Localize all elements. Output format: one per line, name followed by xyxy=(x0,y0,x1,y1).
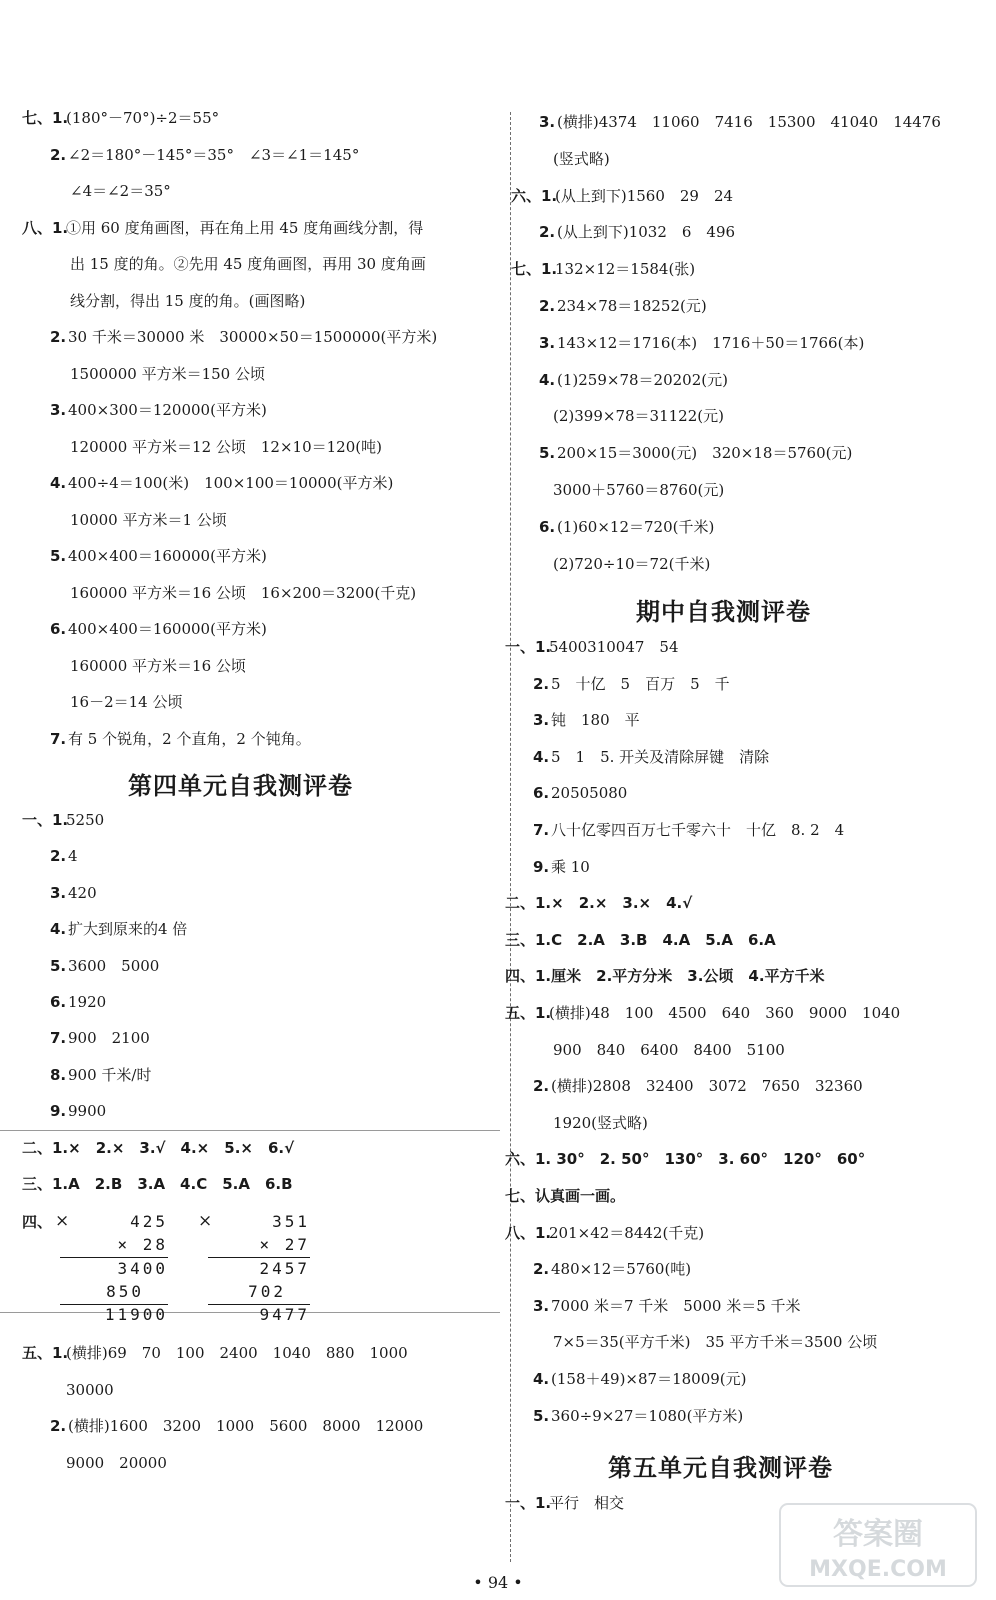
question-number: 五、1. xyxy=(22,1344,69,1362)
question-number: 5. xyxy=(539,444,556,463)
answer-text: 480×12＝5760(吨) xyxy=(551,1260,692,1279)
answer-text: 5 1 5. 开关及清除屏键 清除 xyxy=(551,747,770,766)
answer-text: 乘 10 xyxy=(551,857,590,876)
question-number: 2. xyxy=(539,223,556,242)
answer-text: 二、1.× 2.× 3.× 4.√ xyxy=(505,894,693,913)
question-number: 3. xyxy=(533,1296,550,1315)
answer-text: (2)720÷10＝72(千米) xyxy=(553,554,711,573)
answer-text: 16－2＝14 公顷 xyxy=(70,693,183,711)
answer-text: 160000 平方米＝16 公顷 xyxy=(70,656,246,675)
question-number: 6. xyxy=(539,517,556,536)
answer-text: 4 xyxy=(68,847,78,866)
question-number: 五、1. xyxy=(505,1004,552,1022)
question-number: 一、1. xyxy=(505,1494,552,1512)
answer-text: 234×78＝18252(元) xyxy=(557,297,707,315)
calc-row: 351 xyxy=(272,1212,310,1231)
calc-row: 425 xyxy=(130,1212,168,1231)
question-number: 七、1. xyxy=(22,109,69,127)
answer-text: 9000 20000 xyxy=(66,1453,167,1472)
question-number: 2. xyxy=(50,1417,67,1435)
answer-text: (从上到下)1032 6 496 xyxy=(557,223,736,242)
question-number: 七、1. xyxy=(511,260,558,279)
calc-sign: × xyxy=(55,1211,70,1231)
vertical-calculation xyxy=(208,1212,312,1324)
answer-text: 5250 xyxy=(66,811,105,829)
question-number: 2. xyxy=(539,297,556,315)
answer-text: 有 5 个锐角，2 个直角，2 个钝角。 xyxy=(68,729,311,748)
svg-text:MXQE.COM: MXQE.COM xyxy=(809,1557,947,1582)
question-number: 3. xyxy=(50,401,67,419)
answer-text: 三、1.C 2.A 3.B 4.A 5.A 6.A xyxy=(505,930,776,949)
answer-text: 160000 平方米＝16 公顷 16×200＝3200(千克) xyxy=(70,583,417,602)
answer-text: 420 xyxy=(68,883,97,902)
answer-text: 900 2100 xyxy=(68,1029,150,1048)
question-number: 9. xyxy=(50,1102,67,1121)
calc-row: 3400 xyxy=(117,1259,168,1278)
answer-text: (竖式略) xyxy=(553,149,610,168)
answer-text: 钝 180 平 xyxy=(551,711,640,730)
calc-result: 11900 xyxy=(104,1305,168,1324)
question-number: 八、1. xyxy=(22,218,69,237)
answer-text: 八十亿零四百万七千零六十 十亿 8. 2 4 xyxy=(551,821,845,839)
answer-text: ∠4＝∠2＝35° xyxy=(70,182,171,200)
answer-text: 20505080 xyxy=(551,784,628,803)
question-number: 3. xyxy=(539,113,556,131)
answer-text: 201×42＝8442(千克) xyxy=(549,1223,705,1242)
answer-text: 7000 米＝7 千米 5000 米＝5 千米 xyxy=(551,1296,801,1315)
answer-text: 30000 xyxy=(66,1380,114,1399)
question-number: 5. xyxy=(533,1406,550,1425)
answer-text: 200×15＝3000(元) 320×18＝5760(元) xyxy=(557,444,853,463)
answer-text: (158＋49)×87＝18009(元) xyxy=(551,1370,747,1388)
question-number: 2. xyxy=(50,328,67,346)
calc-row: × 28 xyxy=(117,1235,168,1254)
calc-result: 9477 xyxy=(259,1305,310,1324)
question-number: 5. xyxy=(50,547,67,565)
answer-text: (横排)48 100 4500 640 360 9000 1040 xyxy=(549,1004,901,1022)
question-number: 9. xyxy=(533,857,550,876)
section-title-unit5: 第五单元自我测评卷 xyxy=(608,1454,833,1482)
question-number: 六、1. xyxy=(511,186,558,205)
answer-text: 5 十亿 5 百万 5 千 xyxy=(551,674,730,693)
answer-text: 三、1.A 2.B 3.A 4.C 5.A 6.B xyxy=(22,1175,293,1193)
answer-text: 出 15 度的角。②先用 45 度角画图，再用 30 度角画 xyxy=(70,255,426,273)
answer-text: 四、1.厘米 2.平方分米 3.公顷 4.平方千米 xyxy=(505,967,825,986)
page-number: • 94 • xyxy=(473,1573,523,1592)
calc-row: × 27 xyxy=(259,1235,310,1254)
question-number: 4. xyxy=(539,370,556,389)
question-number: 八、1. xyxy=(505,1223,552,1242)
question-number: 6. xyxy=(533,784,550,803)
question-number: 6. xyxy=(50,993,67,1011)
answer-text: 10000 平方米＝1 公顷 xyxy=(70,510,227,529)
question-number: 一、1. xyxy=(505,638,552,656)
question-number: 2. xyxy=(50,145,67,164)
answer-text: 3600 5000 xyxy=(68,956,160,975)
question-number: 7. xyxy=(50,1029,67,1048)
answer-text: 120000 平方米＝12 公顷 12×10＝120(吨) xyxy=(70,437,382,456)
question-number: 6. xyxy=(50,620,67,638)
answer-text: (横排)2808 32400 3072 7650 32360 xyxy=(551,1077,863,1096)
question-number: 3. xyxy=(539,333,556,352)
answer-text: 3000＋5760＝8760(元) xyxy=(553,481,725,499)
calc-row: 2457 xyxy=(259,1259,310,1278)
question-number: 3. xyxy=(533,711,550,730)
calc-rule xyxy=(208,1257,310,1258)
answer-text: ①用 60 度角画图，再在角上用 45 度角画线分割，得 xyxy=(66,218,424,237)
question-number: 4. xyxy=(50,474,67,492)
answer-text: (从上到下)1560 29 24 xyxy=(555,186,734,205)
answer-text: (180°－70°)÷2＝55° xyxy=(66,109,220,127)
separator-line xyxy=(0,1130,500,1131)
question-number: 4. xyxy=(533,1370,550,1388)
answer-text: (2)399×78＝31122(元) xyxy=(553,407,724,426)
section-title-unit4: 第四单元自我测评卷 xyxy=(128,772,353,800)
answer-text: 平行 相交 xyxy=(549,1494,625,1512)
answer-text: 线分割，得出 15 度的角。(画图略) xyxy=(70,291,306,310)
calc-rule xyxy=(60,1257,168,1258)
calc-sign: × xyxy=(198,1211,213,1231)
answer-text: 400÷4＝100(米) 100×100＝10000(平方米) xyxy=(68,474,394,492)
answer-text: 30 千米＝30000 米 30000×50＝1500000(平方米) xyxy=(68,328,438,346)
calc-row: 702 xyxy=(248,1282,286,1301)
answer-text: 七、认真画一画。 xyxy=(505,1187,626,1205)
answer-text: 400×400＝160000(平方米) xyxy=(68,620,267,638)
answer-text: (1)60×12＝720(千米) xyxy=(557,517,715,536)
question-number: 4. xyxy=(50,920,67,939)
question-number: 7. xyxy=(533,821,550,839)
answer-text: 900 840 6400 8400 5100 xyxy=(553,1040,785,1059)
question-number: 一、1. xyxy=(22,811,69,829)
column-divider xyxy=(510,112,511,1562)
question-number: 7. xyxy=(50,729,67,748)
vertical-calculation xyxy=(60,1212,170,1324)
question-number: 2. xyxy=(533,674,550,693)
answer-text: 7×5＝35(平方千米) 35 平方千米＝3500 公顷 xyxy=(553,1333,878,1352)
question-number: 2. xyxy=(533,1077,550,1096)
answer-text: ∠2＝180°－145°＝35° ∠3＝∠1＝145° xyxy=(68,145,360,164)
answer-text: 132×12＝1584(张) xyxy=(555,260,696,279)
answer-text: 400×300＝120000(平方米) xyxy=(68,401,267,419)
answer-text: 1920 xyxy=(68,993,107,1011)
answer-text: 900 千米/时 xyxy=(68,1065,152,1084)
calc-row: 850 xyxy=(106,1282,144,1301)
answer-text: 1500000 平方米＝150 公顷 xyxy=(70,364,265,383)
answer-text: 400×400＝160000(平方米) xyxy=(68,547,267,565)
answer-text: 143×12＝1716(本) 1716＋50＝1766(本) xyxy=(557,333,865,352)
answer-text: 六、1. 30° 2. 50° 130° 3. 60° 120° 60° xyxy=(505,1150,866,1169)
svg-text:答案圈: 答案圈 xyxy=(833,1517,923,1552)
question-number: 3. xyxy=(50,883,67,902)
answer-text: (横排)69 70 100 2400 1040 880 1000 xyxy=(66,1344,408,1362)
answer-text: (1)259×78＝20202(元) xyxy=(557,370,728,389)
answer-text: 5400310047 54 xyxy=(549,638,679,656)
answer-text: 1920(竖式略) xyxy=(553,1113,648,1132)
question-number: 8. xyxy=(50,1065,67,1084)
watermark-logo xyxy=(778,1500,978,1590)
section-title-midterm: 期中自我测评卷 xyxy=(636,598,811,626)
answer-text: 9900 xyxy=(68,1102,107,1121)
question-number: 5. xyxy=(50,956,67,975)
answer-text: 二、1.× 2.× 3.√ 4.× 5.× 6.√ xyxy=(22,1138,295,1157)
question-number: 2. xyxy=(50,847,67,866)
question-number: 2. xyxy=(533,1260,550,1279)
answer-text: (横排)4374 11060 7416 15300 41040 14476 xyxy=(557,113,941,131)
answer-text: 360÷9×27＝1080(平方米) xyxy=(551,1406,744,1425)
answer-text: 扩大到原来的4 倍 xyxy=(68,920,188,939)
answer-text: (横排)1600 3200 1000 5600 8000 12000 xyxy=(68,1417,424,1435)
question-number: 4. xyxy=(533,747,550,766)
question-label: 四、 xyxy=(22,1213,53,1231)
